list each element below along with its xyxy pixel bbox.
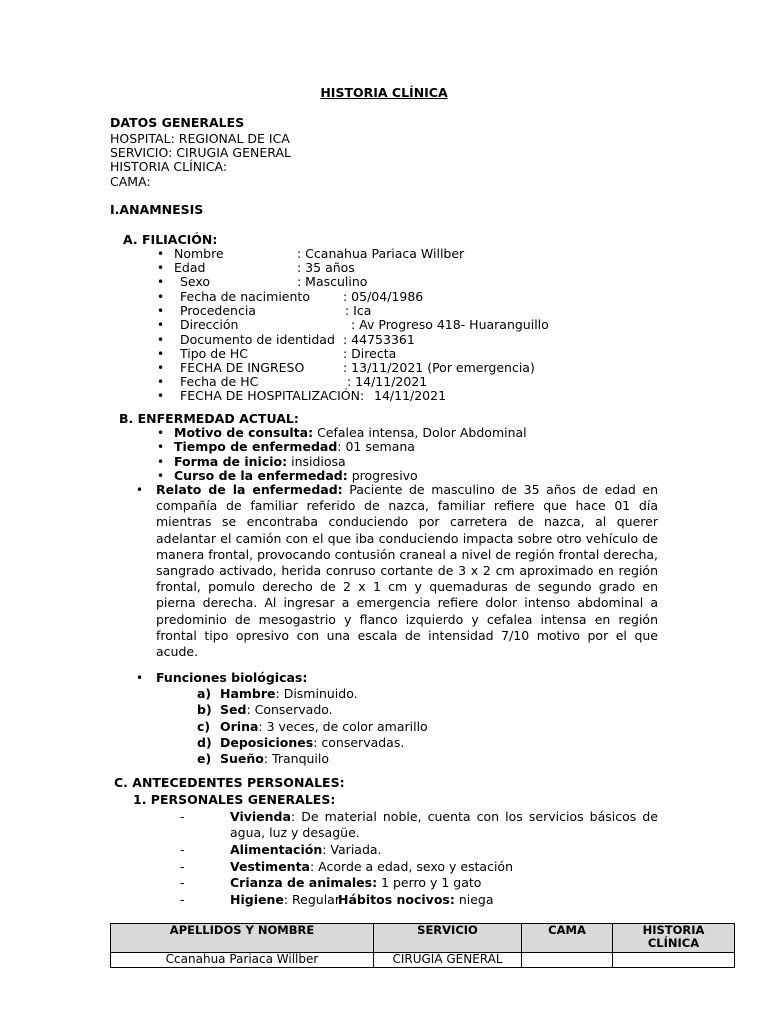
filiacion-label: Tipo de HC — [180, 346, 249, 361]
bullet-icon: • — [157, 455, 165, 469]
funcion-letter: b) — [197, 702, 212, 717]
filiacion-label: Fecha de HC — [180, 374, 259, 389]
filiacion-label: Edad — [174, 260, 206, 275]
bullet-icon: • — [157, 333, 165, 347]
filiacion-label: Procedencia — [180, 303, 256, 318]
filiacion-label: Sexo — [180, 274, 211, 289]
anamnesis-heading: I.ANAMNESIS — [110, 202, 204, 217]
bullet-icon: • — [157, 469, 165, 483]
funcion-letter: e) — [197, 751, 212, 766]
filiacion-value: : 14/11/2021 — [347, 374, 428, 389]
bullet-icon: • — [157, 275, 165, 289]
relato-paragraph: Relato de la enfermedad: Paciente de masculino de 35 años de edad en compañía de familiar referido de nazca, familiar refiere que hace 01 día mientras se encontraba conduciendo por carretera de nazca, al querer adelantar el camión con el que iba conduciendo impacta sobre otro vehículo de manera frontal, provocando contusión craneal a nivel de región frontal derecha, sangrado activado, herida conruso cortante de 3 x 2 cm aproximado en región frontal, pomulo derecho de 2 x 1 cm y quemaduras de segundo grado en pierna derecha. Al ingresar a emergencia refiere dolor intenso abdominal a predominio de mesogastrio y flanco izquierdo y cefalea intensa en región frontal tipo opresivo con una escala de intensidad 7/10 motivo por el que acude. — [156, 482, 658, 660]
filiacion-label: Dirección — [180, 317, 239, 332]
funcion-letter: a) — [197, 686, 212, 701]
filiacion-label: FECHA DE INGRESO — [180, 360, 305, 375]
header-historia: HISTORIA CLÍNICA — [613, 924, 735, 953]
funciones-heading: Funciones biológicas: — [156, 670, 308, 685]
document-title: HISTORIA CLÍNICA — [320, 85, 448, 100]
dash-marker: - — [180, 859, 185, 874]
cell-historia — [613, 953, 735, 968]
funcion-item: Orina: 3 veces, de color amarillo — [220, 719, 428, 734]
filiacion-heading: A. FILIACIÓN: — [123, 232, 218, 247]
higiene-item: Higiene: Regular. — [230, 892, 343, 907]
bullet-icon: • — [157, 261, 165, 275]
datos-generales-heading: DATOS GENERALES — [110, 115, 245, 130]
dash-marker: - — [180, 892, 185, 907]
bullet-icon: • — [157, 440, 165, 454]
bullet-icon: • — [136, 671, 144, 685]
bullet-icon: • — [157, 426, 165, 440]
enfermedad-item: Curso de la enfermedad: progresivo — [174, 468, 418, 483]
antecedente-item: Vestimenta: Acorde a edad, sexo y estación — [230, 859, 514, 874]
filiacion-value: : 13/11/2021 (Por emergencia) — [343, 360, 535, 375]
filiacion-label: Documento de identidad — [180, 332, 335, 347]
dash-marker: - — [180, 842, 185, 857]
bullet-icon: • — [157, 318, 165, 332]
bullet-icon: • — [157, 290, 165, 304]
table-header-row — [111, 924, 735, 953]
filiacion-label: Fecha de nacimiento — [180, 289, 310, 304]
enfermedad-heading: B. ENFERMEDAD ACTUAL: — [119, 411, 299, 426]
cell-cama — [522, 953, 613, 968]
habitos-item: Hábitos nocivos: niega — [338, 892, 494, 907]
enfermedad-item: Forma de inicio: insidiosa — [174, 454, 346, 469]
table-row — [111, 953, 735, 968]
antecedentes-heading: C. ANTECEDENTES PERSONALES: — [114, 775, 345, 790]
funcion-item: Sed: Conservado. — [220, 702, 333, 717]
funcion-item: Deposiciones: conservadas. — [220, 735, 405, 750]
patient-footer-table — [110, 923, 735, 968]
enfermedad-item: Motivo de consulta: Cefalea intensa, Dolor Abdominal — [174, 425, 527, 440]
funcion-item: Hambre: Disminuido. — [220, 686, 358, 701]
bullet-icon: • — [157, 247, 165, 261]
vivienda-paragraph: Vivienda: De material noble, cuenta con los servicios básicos de agua, luz y desagüe. — [230, 809, 658, 841]
filiacion-value: : 35 años — [297, 260, 355, 275]
filiacion-value: : Av Progreso 418- Huaranguillo — [351, 317, 549, 332]
personales-generales-heading: 1. PERSONALES GENERALES: — [133, 792, 336, 807]
bullet-icon: • — [136, 483, 144, 497]
hospital-line: HOSPITAL: REGIONAL DE ICA — [110, 131, 290, 146]
filiacion-label: Nombre — [174, 246, 224, 261]
funcion-letter: c) — [197, 719, 211, 734]
antecedente-item: Alimentación: Variada. — [230, 842, 382, 857]
bullet-icon: • — [157, 361, 165, 375]
cell-nombre: Ccanahua Pariaca Willber — [111, 953, 374, 968]
enfermedad-item: Tiempo de enfermedad: 01 semana — [174, 439, 415, 454]
funcion-item: Sueño: Tranquilo — [220, 751, 330, 766]
bullet-icon: • — [157, 375, 165, 389]
cama-line: CAMA: — [110, 174, 151, 189]
filiacion-value: : 05/04/1986 — [343, 289, 424, 304]
filiacion-value: : Directa — [343, 346, 397, 361]
funcion-letter: d) — [197, 735, 212, 750]
filiacion-value: 14/11/2021 — [374, 388, 447, 403]
header-servicio: SERVICIO — [374, 924, 522, 953]
bullet-icon: • — [157, 347, 165, 361]
antecedente-item: Crianza de animales: 1 perro y 1 gato — [230, 875, 482, 890]
header-apellidos: APELLIDOS Y NOMBRE — [111, 924, 374, 953]
bullet-icon: • — [157, 389, 165, 403]
dash-marker: - — [180, 875, 185, 890]
filiacion-value: : 44753361 — [343, 332, 415, 347]
servicio-line: SERVICIO: CIRUGIA GENERAL — [110, 145, 291, 160]
bullet-icon: • — [157, 304, 165, 318]
filiacion-value: : Masculino — [297, 274, 368, 289]
dash-marker: - — [180, 809, 185, 824]
header-cama: CAMA — [522, 924, 613, 953]
cell-servicio: CIRUGIA GENERAL — [374, 953, 522, 968]
historia-line: HISTORIA CLÍNICA: — [110, 159, 228, 174]
filiacion-value: : Ica — [345, 303, 372, 318]
filiacion-value: : Ccanahua Pariaca Willber — [297, 246, 465, 261]
filiacion-label: FECHA DE HOSPITALIZACIÓN: — [180, 388, 365, 403]
